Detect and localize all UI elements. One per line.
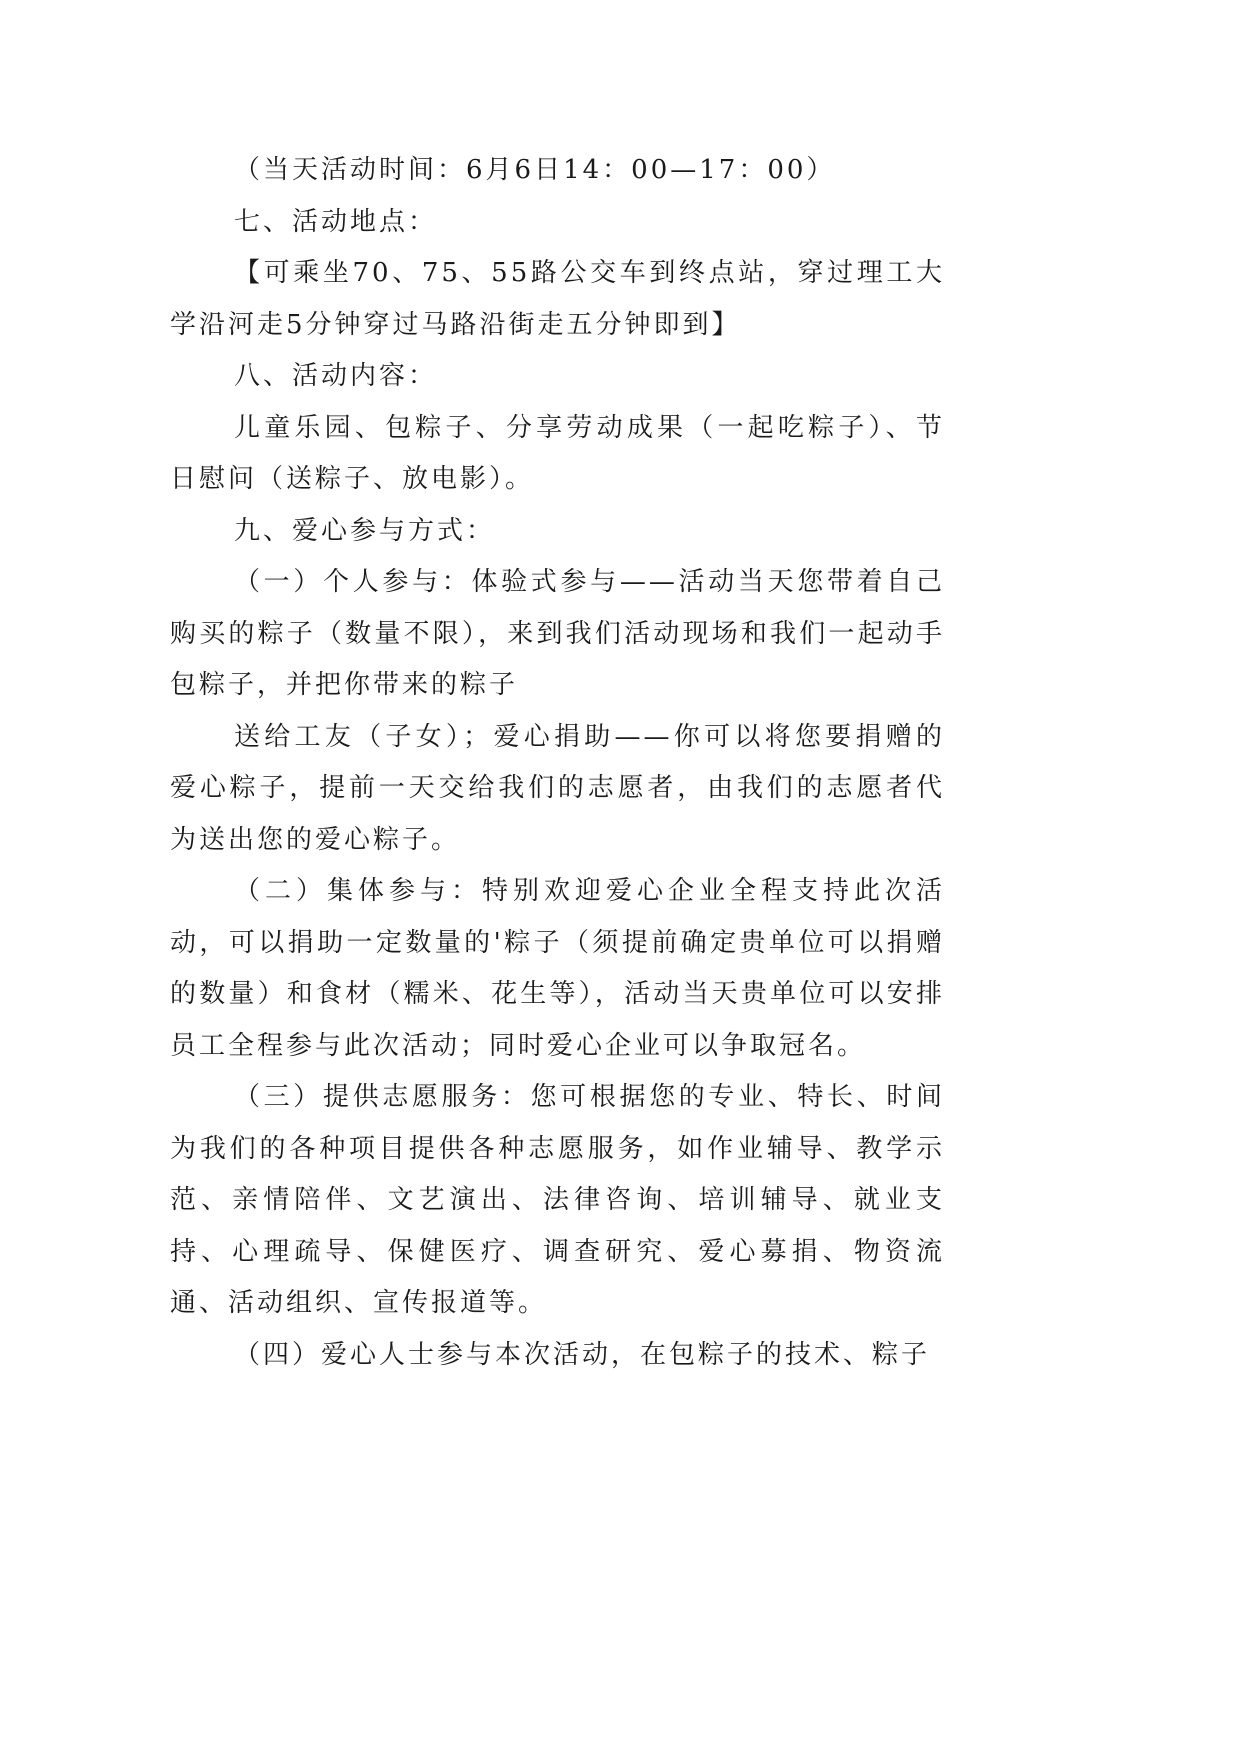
heading-activity-location: 七、活动地点： bbox=[234, 206, 438, 237]
heading-activity-content: 八、活动内容： bbox=[234, 361, 438, 391]
heading-participation-methods: 九、爱心参与方式： bbox=[234, 515, 496, 546]
paragraph-activity-content: 儿童乐园、包粽子、分享劳动成果（一起吃粽子）、节日慰问（送粽子、放电影）。 bbox=[170, 412, 945, 494]
paragraph-donation: 送给工友（子女）；爱心捐助——你可以将您要捐赠的爱心粽子，提前一天交给我们的志愿者，由我们的志愿者代为送出您的爱心粽子。 bbox=[170, 721, 945, 855]
paragraph-activity-time: （当天活动时间：6月6日14：00—17：00） bbox=[234, 155, 836, 185]
paragraph-group-participation: （二）集体参与：特别欢迎爱心企业全程支持此次活动，可以捐助一定数量的'粽子（须提前确定贵单位可以捐赠的数量）和食材（糯米、花生等），活动当天贵单位可以安排员工全程参与此次活动；同时爱心企业可以争取冠名。 bbox=[170, 876, 945, 1061]
paragraph-volunteer-service: （三）提供志愿服务：您可根据您的专业、特长、时间为我们的各种项目提供各种志愿服务，如作业辅导、教学示范、亲情陪伴、文艺演出、法律咨询、培训辅导、就业支持、心理疏导、保健医疗、调查研究、爱心募捐、物资流通、活动组织、宣传报道等。 bbox=[170, 1082, 945, 1318]
document-body bbox=[170, 145, 945, 1381]
paragraph-individual-participation: （一）个人参与：体验式参与——活动当天您带着自己购买的粽子（数量不限），来到我们活动现场和我们一起动手包粽子，并把你带来的粽子 bbox=[170, 567, 945, 700]
paragraph-caring-individuals: （四）爱心人士参与本次活动，在包粽子的技术、粽子 bbox=[234, 1339, 931, 1370]
paragraph-location-directions: 【可乘坐70、75、55路公交车到终点站，穿过理工大学沿河走5分钟穿过马路沿街走五分钟即到】 bbox=[170, 258, 945, 340]
